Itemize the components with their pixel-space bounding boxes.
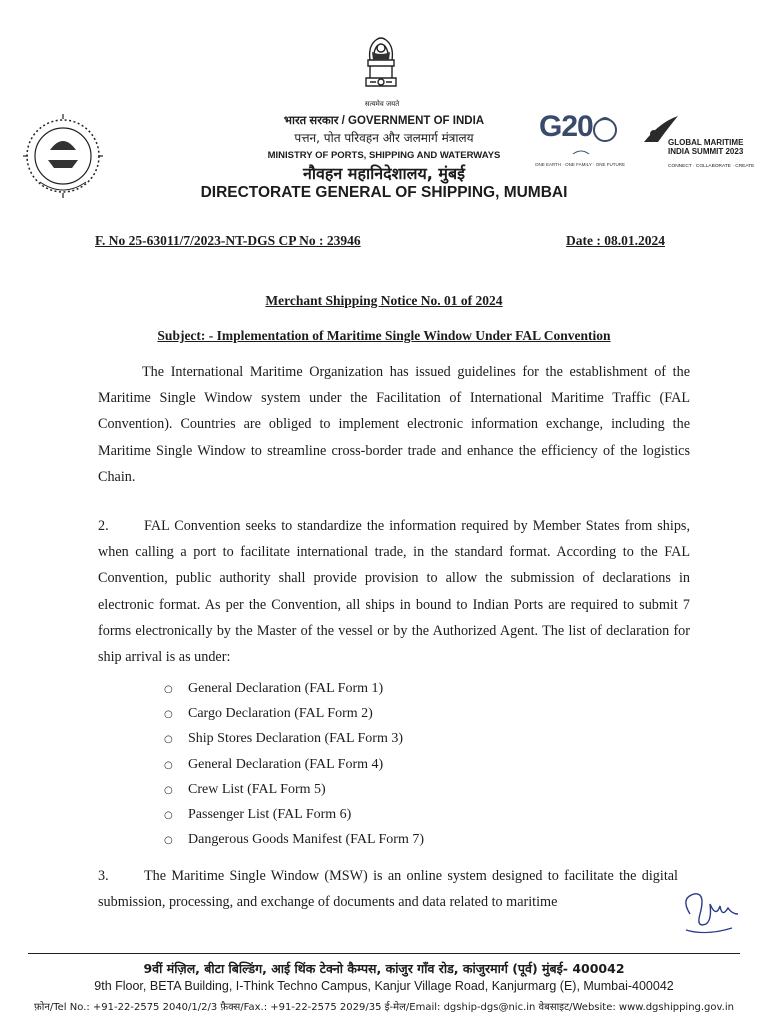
paragraph-2-text: FAL Convention seeks to standardize the information required by Member States from ships, when calling a port to facilitate international trade, in the standard format. According to the FAL Convention, public authority shall provide provision to allow the submission of declarations in electronic format. As per the Convention, all ships in bound to Indian Ports are required to submit 7 forms electronically by the Master of the vessel or by the Authorized Agent. The list of declaration for ship arrival is as under:: [98, 518, 690, 666]
paragraph-2-number: 2.: [98, 518, 109, 534]
list-item: ○ Ship Stores Declaration (FAL Form 3): [164, 726, 424, 751]
national-emblem-icon: [356, 30, 406, 110]
gmis-logo: [640, 112, 755, 174]
list-item: ○ Passenger List (FAL Form 6): [164, 802, 424, 827]
footer-address-english: 9th Floor, BETA Building, I-Think Techno Campus, Kanjur Village Road, Kanjurmarg (E), Mumbai-400042: [94, 979, 674, 993]
footer-divider: [28, 953, 740, 954]
list-item: ○ General Declaration (FAL Form 1): [164, 676, 424, 701]
list-item: ○ Dangerous Goods Manifest (FAL Form 7): [164, 827, 424, 852]
notice-date: Date : 08.01.2024: [566, 233, 665, 248]
list-item: ○ Cargo Declaration (FAL Form 2): [164, 701, 424, 726]
dg-english: DIRECTORATE GENERAL OF SHIPPING, MUMBAI: [200, 184, 568, 201]
ministry-hindi: पत्तन, पोत परिवहन और जलमार्ग मंत्रालय: [294, 131, 474, 145]
list-item: ○ General Declaration (FAL Form 4): [164, 752, 424, 777]
bullet-icon: ○: [164, 835, 173, 847]
paragraph-3-text: The Maritime Single Window (MSW) is an online system designed to facilitate the digital submission, processing, and exchange of documents and data related to maritime: [98, 868, 678, 911]
subject-line: Subject: - Implementation of Maritime Single Window Under FAL Convention: [157, 328, 611, 343]
file-number: F. No 25-63011/7/2023-NT-DGS CP No : 23946: [95, 233, 361, 248]
dg-shipping-seal-icon: [18, 110, 108, 202]
emblem-motto: सत्यमेव जयते: [364, 100, 400, 108]
footer-contact: फ़ोन/Tel No.: +91-22-2575 2040/1/2/3 फ़ैक्स/Fax.: +91-22-2575 2029/35 ई-मेल/Email: dgship-dgs@nic.in वेबसाइट/Website: www.dgshipping.gov.in: [34, 1002, 734, 1013]
bullet-icon: ○: [164, 784, 173, 796]
paragraph-1: The International Maritime Organization has issued guidelines for the establishment of the Maritime Single Window system under the Facilitation of International Maritime Traffic (FAL Convention). Countries are obliged to implement electronic information exchange, including the Maritime Single Window to streamline cross-border trade and enhance the efficiency of the logistics Chain.: [98, 364, 690, 485]
govt-line: भारत सरकार / GOVERNMENT OF INDIA: [283, 115, 485, 127]
gmis-title-2: INDIA SUMMIT 2023: [668, 147, 744, 156]
bullet-icon: ○: [164, 684, 173, 695]
ministry-english: MINISTRY OF PORTS, SHIPPING AND WATERWAYS: [267, 150, 501, 161]
dg-hindi: नौवहन महानिदेशालय, मुंबई: [303, 164, 465, 183]
gmis-title-1: GLOBAL MARITIME: [668, 138, 744, 147]
footer-address-hindi: 9वीं मंज़िल, बीटा बिल्डिंग, आई थिंक टेक्नो कैम्पस, कांजुर गाँव रोड, कांजुरमार्ग (पूर्व) मुंबई- 400042: [143, 961, 625, 976]
bullet-icon: ○: [164, 759, 173, 771]
bullet-icon: ○: [164, 809, 173, 821]
notice-title: Merchant Shipping Notice No. 01 of 2024: [265, 293, 503, 308]
gmis-tagline: CONNECT · COLLABORATE · CREATE: [668, 164, 755, 169]
initials-signature: [676, 884, 746, 944]
paragraph-2: [98, 513, 690, 670]
fal-forms-list: [164, 676, 424, 852]
paragraph-3-number: 3.: [98, 868, 109, 884]
bullet-icon: ○: [164, 734, 173, 746]
paragraph-3: [98, 863, 678, 915]
list-item: ○ Crew List (FAL Form 5): [164, 777, 424, 802]
bullet-icon: ○: [164, 709, 173, 721]
g20-tagline: ONE EARTH · ONE FAMILY · ONE FUTURE: [535, 162, 626, 167]
g20-wordmark: G20: [539, 110, 593, 143]
